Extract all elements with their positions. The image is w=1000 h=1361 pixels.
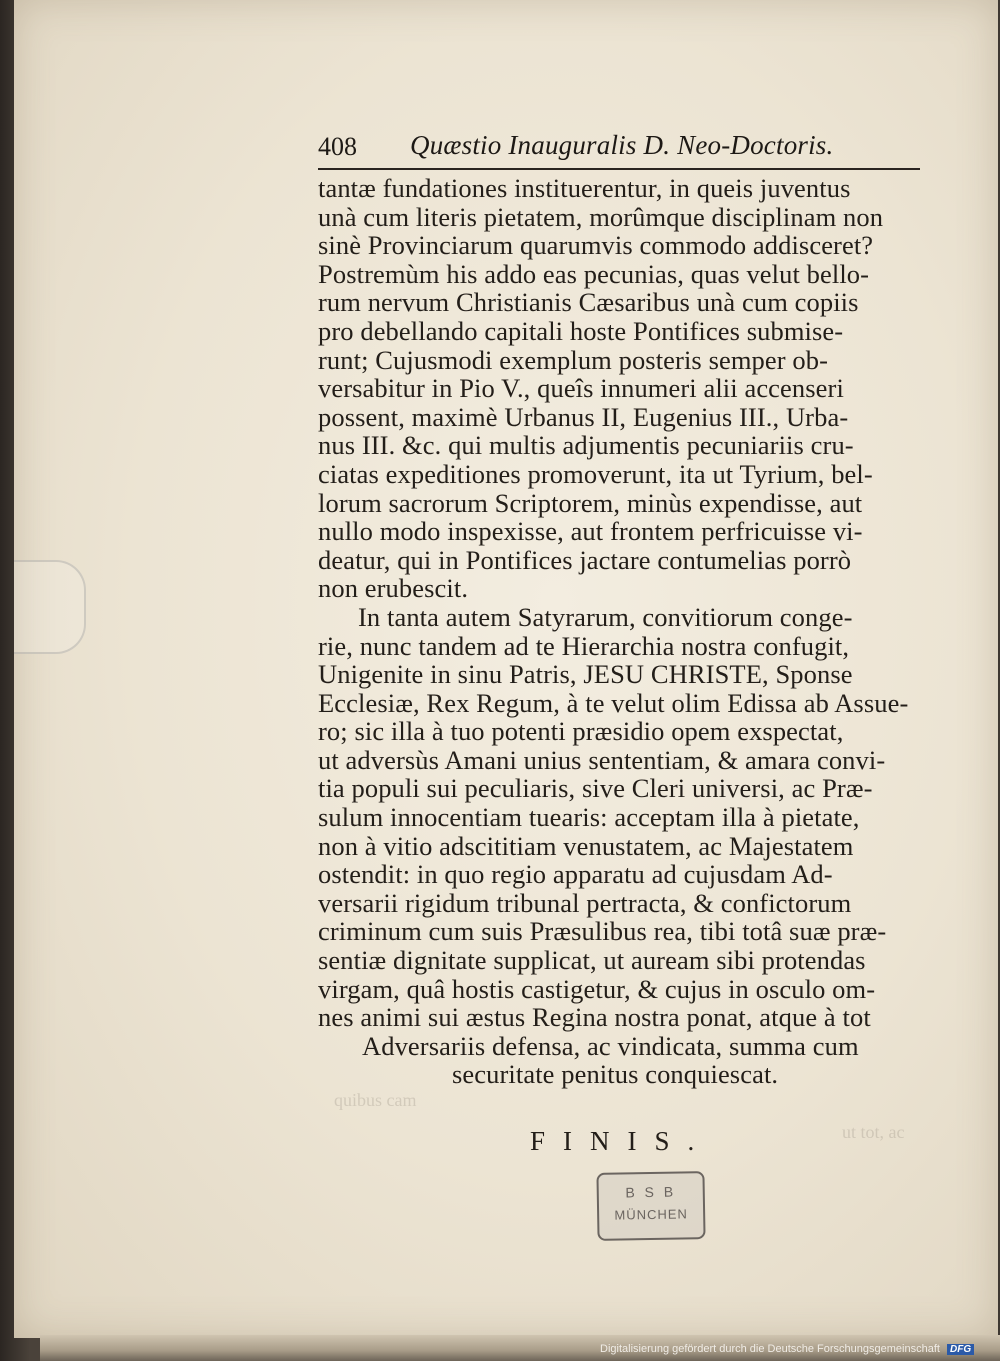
running-header bbox=[318, 128, 920, 170]
page-number: 408 bbox=[318, 132, 357, 161]
text-line: runt; Cujusmodi exemplum posteris semper ob- bbox=[318, 344, 829, 375]
page-fold-mark bbox=[14, 560, 86, 654]
text-line: lorum sacrorum Scriptorem, minùs expendisse, aut bbox=[318, 487, 863, 518]
paragraph-start-line: In tanta autem Satyrarum, convitiorum conge- bbox=[358, 601, 853, 632]
text-line: versabitur in Pio V., queîs innumeri alii accenseri bbox=[318, 373, 844, 404]
stamp-line-2: MÜNCHEN bbox=[614, 1206, 688, 1223]
text-line: criminum cum suis Præsulibus rea, tibi totâ suæ præ- bbox=[318, 916, 887, 947]
text-line: rie, nunc tandem ad te Hierarchia nostra confugit, bbox=[318, 630, 850, 661]
text-line: Unigenite in sinu Patris, JESU CHRISTE, Sponse bbox=[318, 659, 853, 690]
stamp-line-1: B S B bbox=[625, 1183, 677, 1201]
text-line: non à vitio adscititiam venustatem, ac Majestatem bbox=[318, 830, 854, 861]
text-line: tantæ fundationes instituerentur, in queis juventus bbox=[318, 173, 851, 203]
dfg-logo-icon: DFG bbox=[947, 1344, 974, 1355]
closing-line: Adversariis defensa, ac vindicata, summa cum bbox=[362, 1030, 859, 1061]
digitization-footer bbox=[600, 1343, 980, 1359]
text-line: ro; sic illa à tuo potenti præsidio opem exspectat, bbox=[318, 716, 844, 747]
text-line: nus III. &c. qui multis adjumentis pecuniariis cru- bbox=[318, 430, 854, 461]
text-line: Postremùm his addo eas pecunias, quas velut bello- bbox=[318, 258, 870, 289]
library-stamp bbox=[596, 1171, 705, 1241]
bleed-through-text: quibus cam bbox=[334, 1090, 417, 1110]
text-line: nes animi sui æstus Regina nostra ponat, atque à tot bbox=[318, 1002, 871, 1033]
footer-text: Digitalisierung gefördert durch die Deutsche Forschungsgemeinschaft bbox=[600, 1343, 940, 1355]
text-line: nullo modo inspexisse, aut frontem perfricuisse vi- bbox=[318, 516, 863, 547]
text-line: versarii rigidum tribunal pertracta, & confictorum bbox=[318, 887, 852, 918]
text-line: Ecclesiæ, Rex Regum, à te velut olim Edissa ab Assue- bbox=[318, 687, 909, 718]
text-line: possent, maximè Urbanus II, Eugenius III., Urba- bbox=[318, 401, 849, 432]
text-line: unà cum literis pietatem, morûmque disciplinam non bbox=[318, 201, 884, 232]
text-line: non erubescit. bbox=[318, 573, 469, 604]
body-text bbox=[318, 174, 958, 1089]
text-line: ostendit: in quo regio apparatu ad cujusdam Ad- bbox=[318, 859, 833, 890]
text-line: sinè Provinciarum quarumvis commodo addisceret? bbox=[318, 230, 874, 261]
text-line: rum nervum Christianis Cæsaribus unà cum copiis bbox=[318, 287, 859, 318]
text-line: ut adversùs Amani unius sententiam, & amara convi- bbox=[318, 744, 886, 775]
text-line: pro debellando capitali hoste Pontifices submise- bbox=[318, 315, 844, 346]
finis-heading: FINIS. bbox=[530, 1126, 713, 1156]
text-line: deatur, qui in Pontifices jactare contumelias porrò bbox=[318, 544, 852, 575]
text-line: virgam, quâ hostis castigetur, & cujus in osculo om- bbox=[318, 973, 876, 1004]
text-line: sulum innocentiam tuearis: acceptam illa à pietate, bbox=[318, 802, 860, 833]
running-title: Quæstio Inauguralis D. Neo-Doctoris. bbox=[410, 130, 834, 160]
text-line: tia populi sui peculiaris, sive Cleri universi, ac Præ- bbox=[318, 773, 873, 804]
text-line: sentiæ dignitate supplicat, ut auream sibi protendas bbox=[318, 945, 866, 976]
bleed-through-text: ut tot, ac bbox=[842, 1122, 905, 1142]
closing-line: securitate penitus conquiescat. bbox=[452, 1059, 779, 1090]
text-line: ciatas expeditiones promoverunt, ita ut Tyrium, bel- bbox=[318, 458, 873, 489]
